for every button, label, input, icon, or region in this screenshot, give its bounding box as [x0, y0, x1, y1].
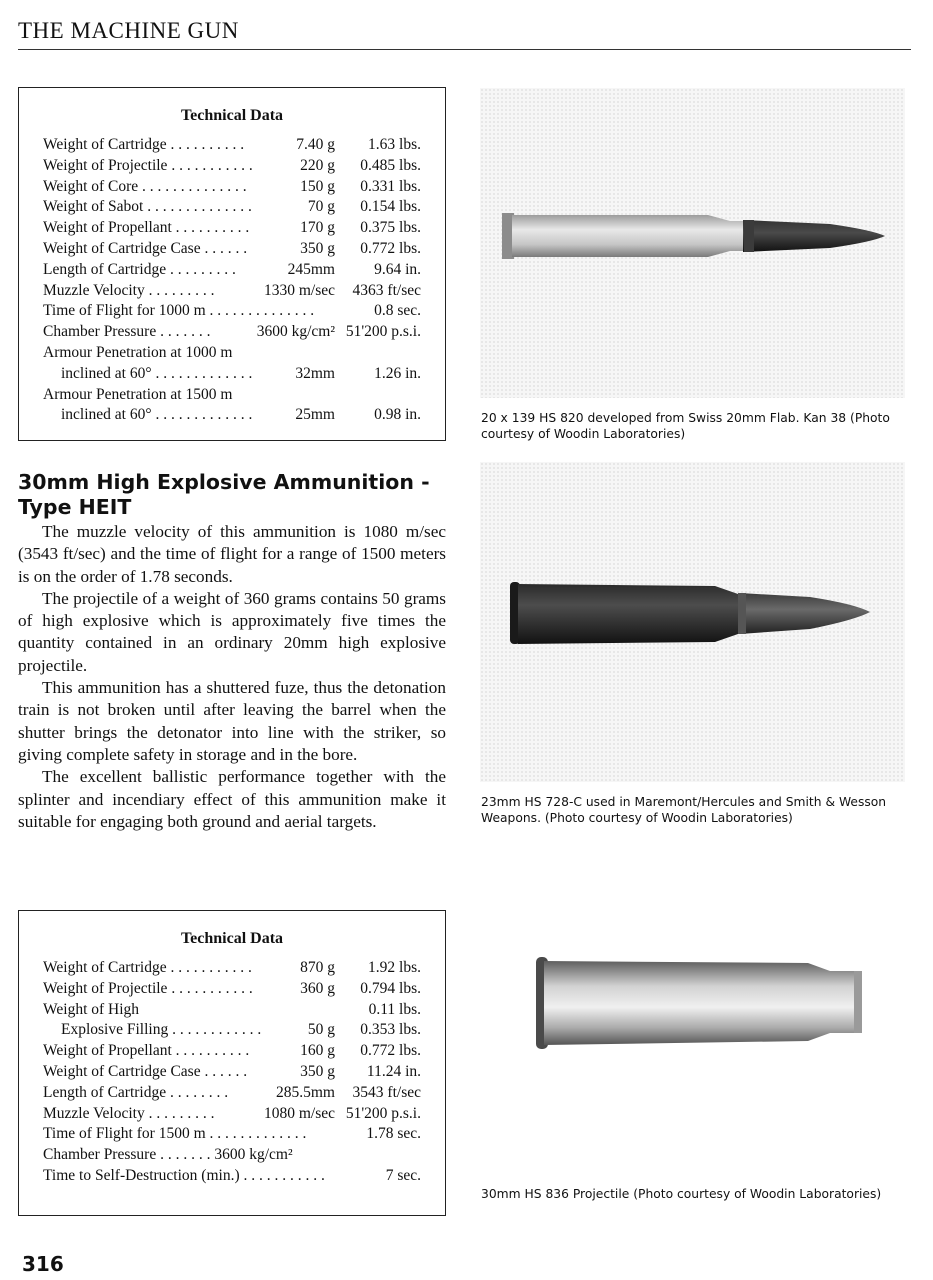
tech-metric-value: 350 g — [300, 1062, 335, 1080]
tech-metric-value: 350 g — [300, 239, 335, 257]
tech-label: Time of Flight for 1500 m . . . . . . . . . . . . . — [43, 1125, 307, 1143]
tech-metric-value: 70 g — [307, 198, 335, 216]
tech-row — [19, 343, 445, 364]
tech-metric-value: 170 g — [300, 219, 335, 237]
tech-row — [19, 1041, 445, 1062]
tech-row — [19, 322, 445, 343]
tech-metric-value: 160 g — [300, 1042, 335, 1060]
tech-row — [19, 979, 445, 1000]
page-number: 316 — [22, 1252, 64, 1276]
tech-row — [19, 301, 445, 322]
tech-label: Weight of Cartridge . . . . . . . . . . — [43, 136, 245, 153]
tech-imperial-value: 0.8 sec. — [374, 302, 421, 320]
tech-label: Explosive Filling . . . . . . . . . . . . — [61, 1021, 262, 1039]
technical-data-box-2 — [18, 910, 446, 1216]
projectile — [740, 593, 870, 634]
tech-imperial-value: 0.353 lbs. — [360, 1021, 421, 1039]
technical-data-title: Technical Data — [180, 107, 284, 124]
tech-imperial-value: 0.794 lbs. — [360, 979, 421, 997]
tech-label: inclined at 60° . . . . . . . . . . . . . — [61, 406, 253, 424]
photo-caption: 30mm HS 836 Projectile (Photo courtesy of Woodin Laboratories) — [481, 1187, 882, 1201]
tech-row — [19, 1124, 445, 1145]
tech-imperial-value: 0.772 lbs. — [360, 1042, 421, 1060]
tech-imperial-value: 1.63 lbs. — [368, 136, 421, 153]
section-heading: 30mm High Explosive Ammunition - Type HEIT — [18, 470, 430, 519]
photo-caption: 20 x 139 HS 820 developed from Swiss 20mm Flab. Kan 38 (Photo courtesy of Woodin Laboratories) — [481, 411, 890, 441]
tech-metric-value: 1330 m/sec — [263, 281, 335, 299]
cartridge-23mm-illustration — [480, 462, 905, 782]
tech-label: Weight of High — [43, 1000, 140, 1018]
tech-metric-value: 50 g — [307, 1021, 335, 1039]
technical-data-rows — [19, 958, 445, 1187]
tech-label: Time to Self-Destruction (min.) . . . . . . . . . . . — [43, 1166, 325, 1184]
body-paragraph: The projectile of a weight of 360 grams contains 50 grams of high explosive which is approximately five times the quantity contained in an ordinary 20mm high explosive projectile. — [18, 588, 446, 675]
tech-label: Chamber Pressure . . . . . . . — [43, 323, 211, 341]
tech-row — [19, 1104, 445, 1125]
tech-row — [19, 385, 445, 406]
tech-label: Armour Penetration at 1000 m — [43, 343, 233, 361]
tech-label: Muzzle Velocity . . . . . . . . . — [43, 281, 215, 299]
tech-label: inclined at 60° . . . . . . . . . . . . . — [61, 364, 253, 382]
tech-imperial-value: 51'200 p.s.i. — [345, 1104, 421, 1122]
projectile — [743, 220, 885, 252]
driving-band — [744, 220, 754, 252]
tech-metric-value: 7.40 g — [296, 136, 335, 153]
cartridge-case — [512, 215, 745, 257]
tech-metric-value: 25mm — [295, 406, 335, 424]
tech-row — [19, 405, 445, 426]
running-head: THE MACHINE GUN — [18, 18, 239, 43]
projectile-photo-30mm — [478, 905, 908, 1180]
tech-label: Muzzle Velocity . . . . . . . . . — [43, 1104, 215, 1122]
tech-label: Weight of Sabot . . . . . . . . . . . . . . — [43, 198, 252, 216]
tech-imperial-value: 9.64 in. — [374, 260, 421, 278]
cartridge-photo-20mm — [480, 88, 905, 398]
tech-label: Length of Cartridge . . . . . . . . . — [43, 260, 236, 278]
tech-row — [19, 1062, 445, 1083]
cartridge-case — [518, 584, 742, 644]
tech-row — [19, 1000, 445, 1021]
tech-metric-value: 32mm — [295, 364, 335, 382]
tech-imperial-value: 51'200 p.s.i. — [345, 323, 421, 341]
tech-label: Chamber Pressure . . . . . . . 3600 kg/cm² — [43, 1146, 293, 1164]
tech-label: Weight of Cartridge Case . . . . . . — [43, 1062, 248, 1080]
tech-imperial-value: 0.375 lbs. — [360, 219, 421, 237]
projectile-body — [544, 961, 856, 1045]
tech-row — [19, 239, 445, 260]
tech-row — [19, 177, 445, 198]
tech-imperial-value: 1.26 in. — [374, 364, 421, 382]
tech-label: Weight of Projectile . . . . . . . . . . . — [43, 979, 253, 997]
tech-label: Weight of Propellant . . . . . . . . . . — [43, 1042, 250, 1060]
tech-label: Time of Flight for 1000 m . . . . . . . . . . . . . . — [43, 302, 315, 320]
tech-row — [19, 281, 445, 302]
tech-metric-value: 870 g — [300, 959, 335, 976]
tech-imperial-value: 1.92 lbs. — [368, 959, 421, 976]
tech-imperial-value: 11.24 in. — [366, 1062, 421, 1080]
technical-data-box-1 — [18, 87, 446, 441]
body-paragraph: This ammunition has a shuttered fuze, thus the detonation train is not broken until after leaving the barrel when the shutter brings the detonator into line with the striker, so giving complete safety in storage and in the bore. — [18, 678, 446, 764]
tech-label: Weight of Core . . . . . . . . . . . . . . — [43, 177, 247, 195]
tech-label: Length of Cartridge . . . . . . . . — [43, 1083, 229, 1101]
tech-row — [19, 1020, 445, 1041]
tech-metric-value: 285.5mm — [276, 1083, 335, 1101]
tech-imperial-value: 4363 ft/sec — [352, 281, 421, 299]
tech-row — [19, 1083, 445, 1104]
tech-imperial-value: 1.78 sec. — [366, 1125, 421, 1143]
tech-row — [19, 260, 445, 281]
tech-row — [19, 135, 445, 156]
tech-imperial-value: 0.485 lbs. — [360, 156, 421, 174]
tech-imperial-value: 0.154 lbs. — [360, 198, 421, 216]
tech-metric-value: 3600 kg/cm² — [256, 323, 335, 341]
tech-imperial-value: 0.98 in. — [374, 406, 421, 424]
cartridge-photo-23mm — [480, 462, 905, 782]
tech-metric-value: 1080 m/sec — [263, 1104, 335, 1122]
header-rule — [18, 49, 911, 50]
tech-metric-value: 220 g — [300, 156, 335, 174]
tech-row — [19, 156, 445, 177]
tech-metric-value: 360 g — [300, 979, 335, 997]
tech-row — [19, 958, 445, 979]
tech-imperial-value: 0.331 lbs. — [360, 177, 421, 195]
body-text — [18, 521, 446, 833]
tech-imperial-value: 7 sec. — [385, 1166, 421, 1184]
tech-row — [19, 364, 445, 385]
technical-data-rows — [19, 135, 445, 426]
tech-metric-value: 150 g — [300, 177, 335, 195]
cartridge-20mm-illustration — [480, 88, 905, 398]
tech-imperial-value: 0.11 lbs. — [368, 1000, 421, 1018]
tech-row — [19, 218, 445, 239]
tech-row — [19, 1166, 445, 1187]
body-paragraph: The excellent ballistic performance together with the splinter and incendiary effect of this ammunition make it suitable for engaging both ground and aerial targets. — [18, 767, 446, 831]
tech-label: Weight of Cartridge . . . . . . . . . . . — [43, 959, 252, 976]
driving-band — [738, 593, 746, 634]
case-mouth — [854, 971, 862, 1033]
tech-label: Weight of Projectile . . . . . . . . . . . — [43, 156, 253, 174]
projectile-30mm-illustration — [478, 905, 908, 1180]
tech-label: Armour Penetration at 1500 m — [43, 385, 233, 403]
technical-data-title: Technical Data — [180, 930, 284, 947]
tech-metric-value: 245mm — [287, 260, 335, 278]
tech-row — [19, 1145, 445, 1166]
body-paragraph: The muzzle velocity of this ammunition is 1080 m/sec (3543 ft/sec) and the time of flight for a range of 1500 meters is on the order of 1.78 seconds. — [18, 522, 446, 586]
tech-imperial-value: 0.772 lbs. — [360, 239, 421, 257]
tech-row — [19, 197, 445, 218]
tech-label: Weight of Cartridge Case . . . . . . — [43, 239, 248, 257]
tech-label: Weight of Propellant . . . . . . . . . . — [43, 219, 250, 237]
tech-imperial-value: 3543 ft/sec — [352, 1083, 421, 1101]
photo-caption: 23mm HS 728-C used in Maremont/Hercules and Smith & Wesson Weapons. (Photo courtesy of Woodin Laboratories) — [481, 795, 887, 825]
